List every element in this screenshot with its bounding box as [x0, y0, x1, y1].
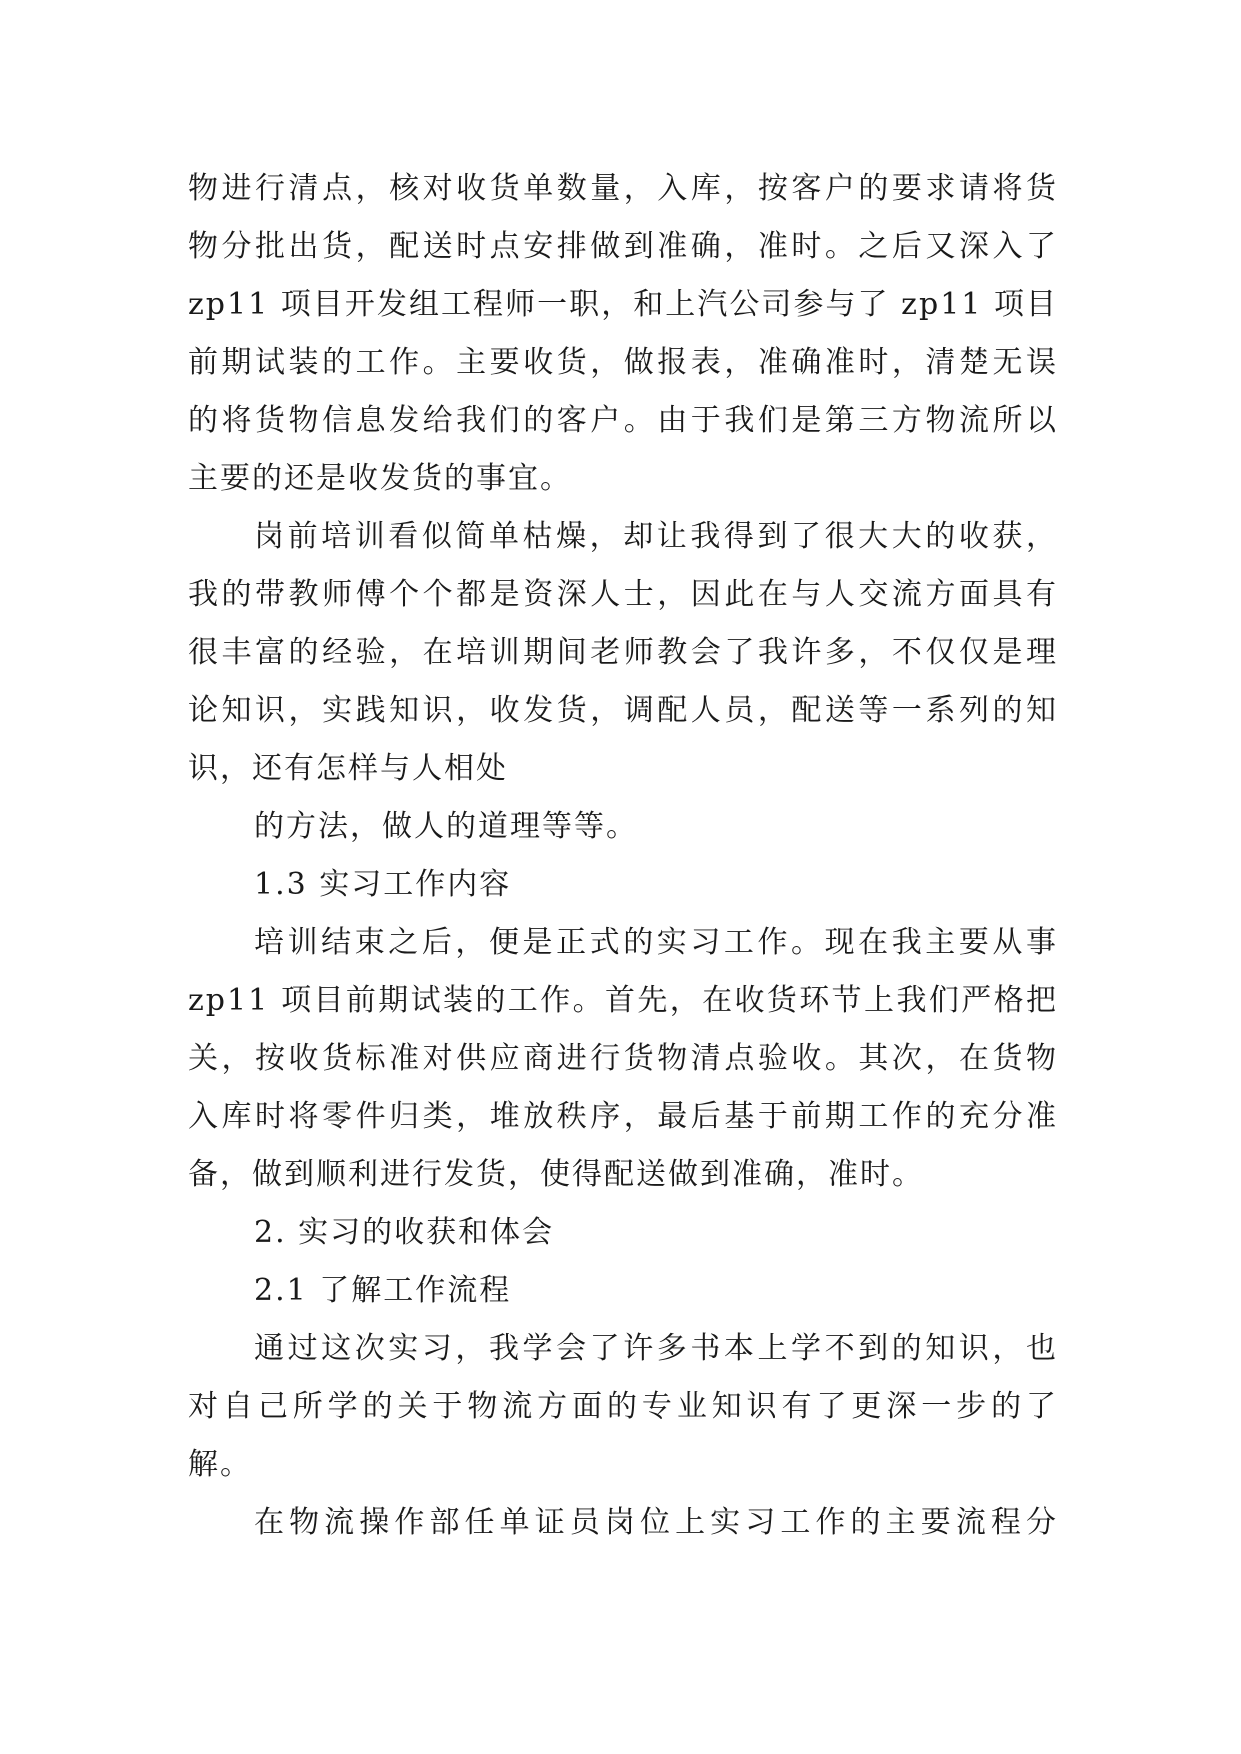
paragraph-start: 通过这次实习，我学会了许多书本上学不到的知识，也	[254, 1331, 1058, 1366]
section-heading: 1.3 实习工作内容	[254, 867, 512, 902]
paragraph-start: 培训结束之后，便是正式的实习工作。现在我主要从事	[254, 925, 1058, 960]
section-heading: 2.1 了解工作流程	[254, 1273, 512, 1308]
text-line: 很丰富的经验，在培训期间老师教会了我许多，不仅仅是理	[188, 635, 1058, 670]
section-heading: 2. 实习的收获和体会	[254, 1215, 555, 1250]
text-line: 物分批出货，配送时点安排做到准确，准时。之后又深入了	[188, 229, 1058, 264]
text-line: 识，还有怎样与人相处	[188, 751, 508, 786]
text-line: zp11 项目开发组工程师一职，和上汽公司参与了 zp11 项目	[188, 287, 1058, 322]
text-line: zp11 项目前期试装的工作。首先，在收货环节上我们严格把	[188, 983, 1058, 1018]
text-line: 备，做到顺利进行发货，使得配送做到准确，准时。	[188, 1157, 924, 1192]
text-line: 入库时将零件归类，堆放秩序，最后基于前期工作的充分准	[188, 1099, 1058, 1134]
text-line: 的将货物信息发给我们的客户。由于我们是第三方物流所以	[188, 403, 1058, 438]
text-line: 关，按收货标准对供应商进行货物清点验收。其次，在货物	[188, 1041, 1058, 1076]
text-line: 主要的还是收发货的事宜。	[188, 461, 572, 496]
text-line: 论知识，实践知识，收发货，调配人员，配送等一系列的知	[188, 693, 1058, 728]
paragraph-start: 在物流操作部任单证员岗位上实习工作的主要流程分	[254, 1505, 1058, 1540]
document-page	[188, 160, 1058, 1552]
text-line: 对自己所学的关于物流方面的专业知识有了更深一步的了	[188, 1389, 1058, 1424]
text-line: 前期试装的工作。主要收货，做报表，准确准时，清楚无误	[188, 345, 1058, 380]
text-line: 我的带教师傅个个都是资深人士，因此在与人交流方面具有	[188, 577, 1058, 612]
text-line: 解。	[188, 1447, 252, 1482]
text-line: 的方法，做人的道理等等。	[254, 809, 638, 844]
paragraph-start: 岗前培训看似简单枯燥，却让我得到了很大大的收获，	[254, 519, 1058, 554]
text-line: 物进行清点，核对收货单数量，入库，按客户的要求请将货	[188, 171, 1058, 206]
